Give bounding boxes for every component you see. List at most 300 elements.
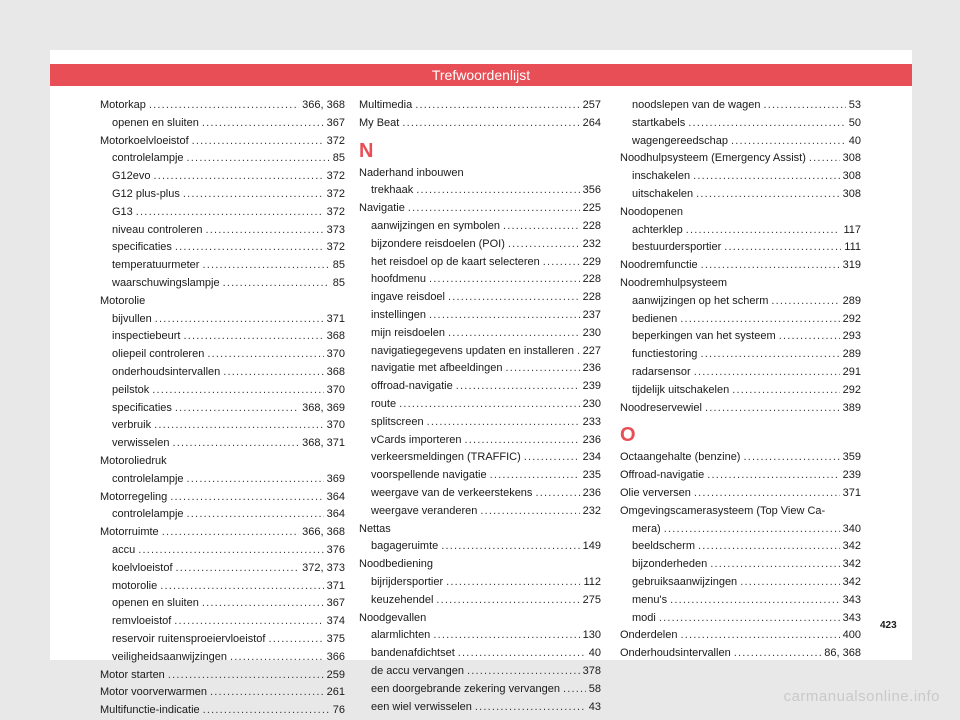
section-letter: O <box>620 424 636 447</box>
entry-term: Navigatie <box>359 202 405 215</box>
entry-term: bijvullen <box>112 312 152 325</box>
dot-leader <box>693 168 840 186</box>
dot-leader <box>168 667 324 685</box>
page-number: 423 <box>880 620 897 631</box>
page-reference: 400 <box>842 629 861 642</box>
page-reference: 149 <box>582 540 601 553</box>
index-entry <box>620 150 861 168</box>
page-reference: 40 <box>588 647 601 660</box>
dot-leader <box>763 97 845 115</box>
dot-leader <box>402 115 579 133</box>
index-entry <box>100 667 345 685</box>
dot-leader <box>480 503 579 521</box>
entry-term: modi <box>632 611 656 624</box>
index-subentry <box>100 150 345 168</box>
index-subentry <box>359 378 601 396</box>
dot-leader <box>446 574 580 592</box>
index-subentry <box>620 556 861 574</box>
page-reference: 229 <box>582 255 601 268</box>
index-entry <box>359 521 601 539</box>
index-subentry <box>100 382 345 400</box>
dot-leader <box>160 578 323 596</box>
dot-leader <box>192 133 324 151</box>
entry-term: openen en sluiten <box>112 597 199 610</box>
index-entry <box>359 610 601 628</box>
dot-leader <box>734 645 822 663</box>
page-reference: 319 <box>842 259 861 272</box>
dot-leader <box>202 595 324 613</box>
dot-leader <box>207 346 323 364</box>
entry-term: Motor voorverwarmen <box>100 686 207 699</box>
page-reference: 239 <box>842 469 861 482</box>
dot-leader <box>187 150 330 168</box>
index-entry <box>359 115 601 133</box>
page-reference: 371 <box>842 486 861 499</box>
index-subentry <box>620 592 861 610</box>
entry-term: wagengereedschap <box>632 134 729 147</box>
index-subentry <box>620 364 861 382</box>
page-reference: 340 <box>842 522 861 535</box>
dot-leader <box>698 538 840 556</box>
dot-leader <box>448 289 580 307</box>
page-reference: 257 <box>582 99 601 111</box>
entry-term: de accu vervangen <box>371 664 464 677</box>
entry-term: een wiel verwisselen <box>371 700 472 713</box>
page-reference: 342 <box>842 540 861 553</box>
dot-leader <box>535 485 579 503</box>
page-reference: 130 <box>582 629 601 642</box>
page-reference: 40 <box>848 134 861 147</box>
dot-leader <box>187 506 324 524</box>
entry-term: G12 plus-plus <box>112 187 180 200</box>
index-entry <box>100 133 345 151</box>
page-reference: 234 <box>582 451 601 464</box>
index-column-3 <box>620 97 861 663</box>
index-subentry <box>100 595 345 613</box>
dot-leader <box>771 293 839 311</box>
index-subentry <box>359 627 601 645</box>
page-reference: 359 <box>842 451 861 464</box>
page-reference: 389 <box>842 401 861 414</box>
entry-term: bijzondere reisdoelen (POI) <box>371 237 505 250</box>
index-entry <box>359 97 601 115</box>
dot-leader <box>433 627 579 645</box>
page-reference: 228 <box>582 219 601 232</box>
dot-leader <box>441 538 579 556</box>
index-entry <box>359 165 601 183</box>
dot-leader <box>175 239 324 257</box>
entry-term: waarschuwingslampje <box>112 276 220 289</box>
entry-term: beeldscherm <box>632 540 695 553</box>
dot-leader <box>154 417 324 435</box>
dot-leader <box>707 467 839 485</box>
entry-term: aanwijzingen en symbolen <box>371 219 501 232</box>
page-reference: 225 <box>582 202 601 215</box>
entry-term: alarmlichten <box>371 629 431 642</box>
entry-term: specificaties <box>112 241 172 254</box>
dot-leader <box>152 382 323 400</box>
entry-term: Noodbediening <box>359 558 434 571</box>
dot-leader <box>740 574 839 592</box>
page-reference: 308 <box>842 152 861 165</box>
index-subentry <box>100 168 345 186</box>
page-reference: 291 <box>842 365 861 378</box>
dot-leader <box>172 435 299 453</box>
index-subentry <box>359 307 601 325</box>
index-subentry <box>620 311 861 329</box>
index-subentry <box>359 360 601 378</box>
index-subentry <box>100 239 345 257</box>
dot-leader <box>680 311 839 329</box>
index-entry <box>620 467 861 485</box>
page-reference: 372 <box>326 241 345 254</box>
dot-leader <box>175 400 299 418</box>
index-entry <box>620 449 861 467</box>
index-subentry <box>359 574 601 592</box>
dot-leader <box>448 325 580 343</box>
entry-term: verkeersmeldingen (TRAFFIC) <box>371 451 521 464</box>
index-entry <box>620 503 861 521</box>
entry-term: Motorkoelvloeistof <box>100 134 189 147</box>
index-subentry <box>359 254 601 272</box>
index-column-1 <box>100 97 345 720</box>
dot-leader <box>170 489 323 507</box>
page-reference: 85 <box>332 152 345 165</box>
page-reference: 85 <box>332 276 345 289</box>
dot-leader <box>659 610 840 628</box>
page-reference: 364 <box>326 490 345 503</box>
page-reference: 43 <box>588 700 601 713</box>
index-subentry <box>620 521 861 539</box>
dot-leader <box>183 186 324 204</box>
dot-leader <box>467 663 580 681</box>
entry-term: controlelampje <box>112 508 184 521</box>
page-reference: 372 <box>326 187 345 200</box>
page-reference: 369 <box>326 472 345 485</box>
page-reference: 259 <box>326 668 345 681</box>
index-subentry <box>100 471 345 489</box>
page-reference: 343 <box>842 611 861 624</box>
index-subentry <box>359 538 601 556</box>
entry-term: Motorregeling <box>100 490 168 503</box>
dot-leader <box>505 360 579 378</box>
dot-leader <box>399 396 580 414</box>
index-subentry <box>100 613 345 631</box>
dot-leader <box>503 218 580 236</box>
page-reference: 117 <box>843 223 861 236</box>
dot-leader <box>577 343 580 361</box>
page-reference: 230 <box>582 397 601 410</box>
entry-term: bijzonderheden <box>632 558 708 571</box>
index-subentry <box>620 133 861 151</box>
page-reference: 232 <box>582 237 601 250</box>
index-entry <box>620 627 861 645</box>
dot-leader <box>187 471 324 489</box>
page-reference: 308 <box>842 187 861 200</box>
index-subentry <box>100 435 345 453</box>
entry-term: instellingen <box>371 308 427 321</box>
entry-term: remvloeistof <box>112 615 172 628</box>
entry-term: bijrijdersportier <box>371 575 444 588</box>
index-entry <box>620 400 861 418</box>
entry-term: Noodgevallen <box>359 611 427 624</box>
entry-term: controlelampje <box>112 472 184 485</box>
entry-term: Octaangehalte (benzine) <box>620 451 741 464</box>
index-subentry <box>620 574 861 592</box>
dot-leader <box>174 613 323 631</box>
index-entry <box>100 293 345 311</box>
index-subentry <box>100 186 345 204</box>
entry-term: controlelampje <box>112 152 184 165</box>
page-reference: 76 <box>332 704 345 717</box>
entry-term: aanwijzingen op het scherm <box>632 294 769 307</box>
entry-term: inschakelen <box>632 170 691 183</box>
dot-leader <box>458 645 586 663</box>
entry-term: My Beat <box>359 116 400 129</box>
page-reference: 230 <box>582 326 601 339</box>
index-subentry <box>100 204 345 222</box>
entry-term: verbruik <box>112 419 152 432</box>
dot-leader <box>149 97 299 115</box>
entry-term: specificaties <box>112 401 172 414</box>
index-subentry <box>100 506 345 524</box>
dot-leader <box>464 432 579 450</box>
entry-term: openen en sluiten <box>112 116 199 129</box>
index-entry <box>100 453 345 471</box>
entry-term: Noodremfunctie <box>620 259 698 272</box>
entry-term: navigatie met afbeeldingen <box>371 362 503 375</box>
entry-term: menu's <box>632 593 668 606</box>
index-subentry <box>100 631 345 649</box>
index-subentry <box>359 449 601 467</box>
page-reference: 368 <box>326 330 345 343</box>
page-reference: 371 <box>326 579 345 592</box>
entry-term: Motor starten <box>100 668 165 681</box>
dot-leader <box>696 186 839 204</box>
dot-leader <box>508 236 580 254</box>
entry-term: mijn reisdoelen <box>371 326 445 339</box>
page-reference: 58 <box>588 682 601 695</box>
entry-term: oliepeil controleren <box>112 348 205 361</box>
page-reference: 356 <box>582 184 601 197</box>
index-subentry <box>100 257 345 275</box>
page-reference: 368, 371 <box>302 437 345 450</box>
entry-term: functiestoring <box>632 348 698 361</box>
entry-term: mera) <box>632 522 661 535</box>
entry-term: Motorkap <box>100 99 146 111</box>
index-subentry <box>620 97 861 115</box>
dot-leader <box>779 328 840 346</box>
entry-term: het reisdoel op de kaart selecteren <box>371 255 540 268</box>
entry-term: radarsensor <box>632 365 691 378</box>
page-reference: 228 <box>582 273 601 286</box>
page-reference: 308 <box>842 170 861 183</box>
page-reference: 85 <box>332 259 345 272</box>
entry-term: gebruiksaanwijzingen <box>632 575 738 588</box>
index-subentry <box>620 610 861 628</box>
index-subentry <box>359 503 601 521</box>
page-reference: 236 <box>582 362 601 375</box>
index-entry <box>359 556 601 574</box>
index-subentry <box>359 289 601 307</box>
page-reference: 233 <box>582 415 601 428</box>
entry-term: inspectiebeurt <box>112 330 181 343</box>
page-reference: 364 <box>326 508 345 521</box>
dot-leader <box>670 592 840 610</box>
index-column-2 <box>359 97 601 716</box>
index-subentry <box>359 432 601 450</box>
page-reference: 235 <box>582 469 601 482</box>
page-reference: 86, 368 <box>824 647 861 660</box>
page-reference: 366, 368 <box>302 99 345 111</box>
page-reference: 50 <box>848 116 861 129</box>
entry-term: G13 <box>112 205 133 218</box>
page-reference: 289 <box>842 348 861 361</box>
index-subentry <box>620 115 861 133</box>
entry-term: Olie verversen <box>620 486 691 499</box>
watermark: carmanualsonline.info <box>783 688 940 705</box>
index-subentry <box>100 311 345 329</box>
index-subentry <box>359 467 601 485</box>
page-reference: 227 <box>582 344 601 357</box>
index-entry <box>100 524 345 542</box>
page-reference: 373 <box>326 223 345 236</box>
dot-leader <box>162 524 299 542</box>
page-reference: 366, 368 <box>302 526 345 539</box>
index-subentry <box>620 222 861 240</box>
entry-term: bandenafdichtset <box>371 647 455 660</box>
dot-leader <box>206 222 324 240</box>
entry-term: reservoir ruitensproeiervloeistof <box>112 632 266 645</box>
dot-leader <box>664 521 840 539</box>
index-entry <box>100 489 345 507</box>
dot-leader <box>681 627 840 645</box>
page-reference: 343 <box>842 593 861 606</box>
entry-term: Offroad-navigatie <box>620 469 705 482</box>
page-reference: 342 <box>842 558 861 571</box>
page-reference: 236 <box>582 433 601 446</box>
dot-leader <box>694 364 840 382</box>
dot-leader <box>429 271 580 289</box>
index-subentry <box>620 382 861 400</box>
dot-leader <box>154 168 324 186</box>
index-subentry <box>100 275 345 293</box>
entry-term: een doorgebrande zekering vervangen <box>371 682 560 695</box>
index-entry <box>620 485 861 503</box>
entry-term: Naderhand inbouwen <box>359 166 464 179</box>
index-subentry <box>359 414 601 432</box>
dot-leader <box>202 257 329 275</box>
page-reference: 228 <box>582 291 601 304</box>
dot-leader <box>415 97 579 115</box>
index-subentry <box>620 538 861 556</box>
page-reference: 239 <box>582 380 601 393</box>
page-reference: 237 <box>582 308 601 321</box>
dot-leader <box>490 467 580 485</box>
entry-term: accu <box>112 543 136 556</box>
dot-leader <box>694 485 840 503</box>
entry-term: trekhaak <box>371 184 414 197</box>
entry-term: G12evo <box>112 170 151 183</box>
entry-term: startkabels <box>632 116 686 129</box>
dot-leader <box>176 560 300 578</box>
entry-term: onderhoudsintervallen <box>112 365 221 378</box>
index-subentry <box>100 346 345 364</box>
entry-term: bedienen <box>632 312 678 325</box>
index-subentry <box>100 115 345 133</box>
page-reference: 370 <box>326 348 345 361</box>
dot-leader <box>809 150 840 168</box>
index-subentry <box>359 343 601 361</box>
page-reference: 367 <box>326 597 345 610</box>
dot-leader <box>138 542 323 560</box>
page-reference: 374 <box>326 615 345 628</box>
page-reference: 371 <box>326 312 345 325</box>
index-subentry <box>359 271 601 289</box>
entry-term: Omgevingscamerasysteem (Top View Ca- <box>620 504 826 517</box>
index-subentry <box>359 592 601 610</box>
index-subentry <box>359 645 601 663</box>
entry-term: bagageruimte <box>371 540 439 553</box>
page-reference: 236 <box>582 486 601 499</box>
dot-leader <box>724 239 841 257</box>
entry-term: niveau controleren <box>112 223 203 236</box>
dot-leader <box>230 649 324 667</box>
index-subentry <box>359 325 601 343</box>
dot-leader <box>427 414 580 432</box>
entry-term: Nettas <box>359 522 391 535</box>
entry-term: uitschakelen <box>632 187 694 200</box>
index-entry <box>620 257 861 275</box>
entry-term: route <box>371 397 397 410</box>
dot-leader <box>743 449 839 467</box>
page-reference: 275 <box>582 593 601 606</box>
entry-term: Noodhulpsysteem (Emergency Assist) <box>620 152 806 165</box>
page-reference: 289 <box>842 294 861 307</box>
entry-term: voorspellende navigatie <box>371 469 487 482</box>
dot-leader <box>710 556 839 574</box>
dot-leader <box>524 449 580 467</box>
dot-leader <box>184 328 324 346</box>
dot-leader <box>700 346 839 364</box>
dot-leader <box>202 115 324 133</box>
index-subentry <box>359 485 601 503</box>
index-subentry <box>359 182 601 200</box>
entry-term: Onderdelen <box>620 629 678 642</box>
index-subentry <box>100 222 345 240</box>
index-subentry <box>359 663 601 681</box>
page-reference: 370 <box>326 419 345 432</box>
page-reference: 261 <box>326 686 345 699</box>
dot-leader <box>688 115 846 133</box>
entry-term: Noodopenen <box>620 205 684 218</box>
page-reference: 53 <box>848 99 861 111</box>
page-reference: 232 <box>582 504 601 517</box>
entry-term: koelvloeistof <box>112 561 173 574</box>
page-reference: 368 <box>326 365 345 378</box>
index-subentry <box>359 396 601 414</box>
index-subentry <box>359 218 601 236</box>
page-title: Trefwoordenlijst <box>50 64 912 86</box>
index-subentry <box>100 542 345 560</box>
dot-leader <box>155 311 324 329</box>
entry-term: peilstok <box>112 383 150 396</box>
entry-term: navigatiegegevens updaten en installeren <box>371 344 575 357</box>
page-reference: 378 <box>582 664 601 677</box>
index-subentry <box>100 417 345 435</box>
index-subentry <box>620 328 861 346</box>
entry-term: Multimedia <box>359 99 413 111</box>
